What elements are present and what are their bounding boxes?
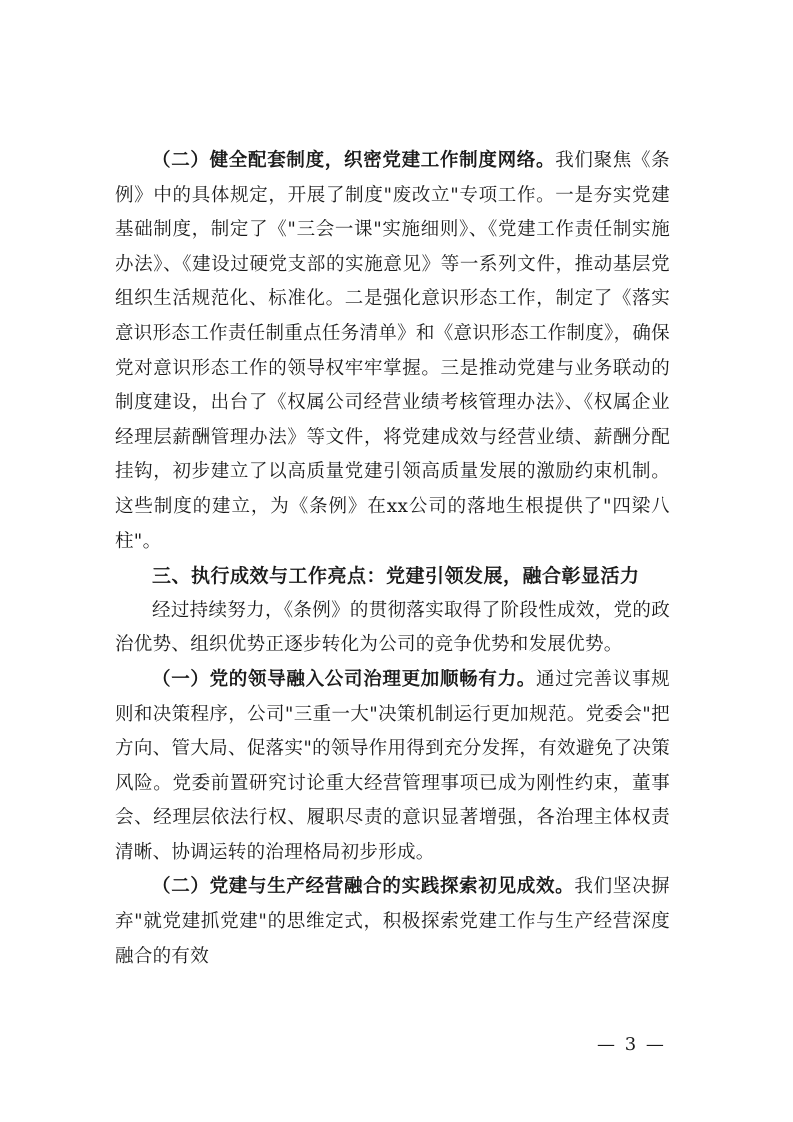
paragraph-institutional-system: [115, 144, 670, 559]
paragraph-body: 通过完善议事规则和决策程序，公司"三重一大"决策机制运行更加规范。党委会"把方向、管大局、促落实"的领导作用得到充分发挥，有效避免了决策风险。党委前置研究讨论重大经营管理事项已成为刚性约束，董事会、经理层依法行权、履职尽责的意识显著增强，各治理主体权责清晰、协调运转的治理格局初步形成。: [115, 668, 670, 863]
paragraph-governance: [115, 663, 670, 871]
section-intro: 经过持续努力，《条例》的贯彻落实取得了阶段性成效，党的政治优势、组织优势正逐步转化为公司的竞争优势和发展优势。: [115, 599, 670, 656]
document-page: [115, 144, 670, 974]
paragraph-integration: [115, 870, 670, 974]
section-heading: 三、执行成效与工作亮点：党建引领发展，融合彰显活力: [152, 565, 640, 588]
page-number: — 3 —: [597, 1034, 666, 1055]
paragraph-lead: （一）党的领导融入公司治理更加顺畅有力。: [152, 668, 536, 690]
paragraph-lead: （二）健全配套制度，织密党建工作制度网络。: [152, 150, 556, 171]
paragraph-lead: （二）党建与生产经营融合的实践探索初见成效。: [152, 876, 575, 898]
paragraph-body: 我们聚焦《条例》中的具体规定，开展了制度"废改立"专项工作。一是夯实党建基础制度，制定了《"三会一课"实施细则》、《党建工作责任制实施办法》、《建设过硬党支部的实施意见》等一系列文件，推动基层党组织生活规范化、标准化。二是强化意识形态工作，制定了《落实意识形态工作责任制重点任务清单》和《意识形态工作制度》，确保党对意识形态工作的领导权牢牢掌握。三是推动党建与业务联动的制度建设，出台了《权属公司经营业绩考核管理办法》、《权属企业经理层薪酬管理办法》等文件，将党建成效与经营业绩、薪酬分配挂钩，初步建立了以高质量党建引领高质量发展的激励约束机制。这些制度的建立，为《条例》在xx公司的落地生根提供了"四梁八柱"。: [115, 150, 670, 552]
paragraph-body: 我们坚决摒弃"就党建抓党建"的思维定式，积极探索党建工作与生产经营深度融合的有效: [115, 876, 670, 967]
